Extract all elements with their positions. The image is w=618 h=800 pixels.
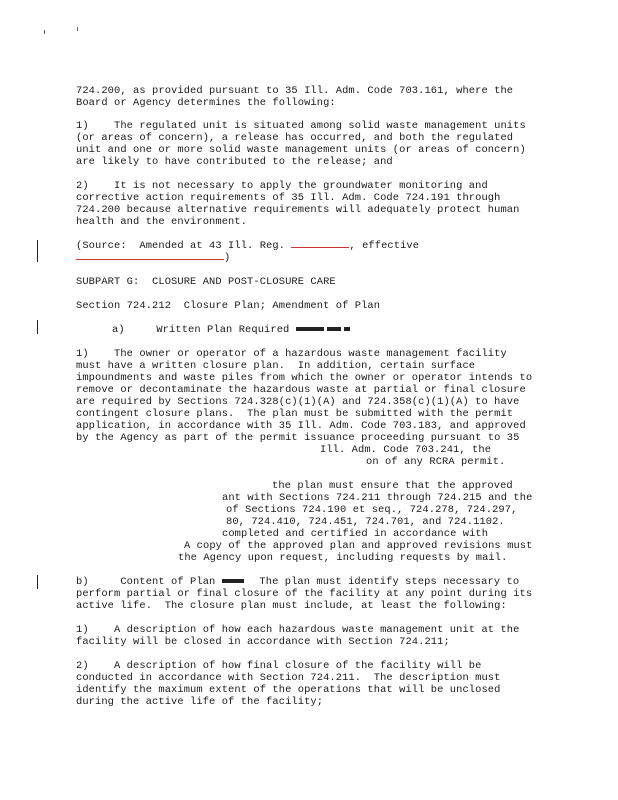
subsection-b (76, 576, 519, 588)
text-line: by the Agency as part of the permit issuance proceeding pursuant to 35 (76, 432, 520, 444)
text-line: on of any RCRA permit. (366, 456, 506, 468)
subsection-a (112, 324, 353, 336)
text-fragment: ant with Sections 724.211 through 724.215 and the (222, 492, 533, 504)
text-line: conducted in accordance with Section 724.211. The description must (76, 672, 501, 684)
text-fragment: the Agency upon request, including requests by mail. (178, 552, 508, 564)
text-line: 2) It is not necessary to apply the groundwater monitoring and (76, 180, 488, 192)
text-fragment: of Sections 724.190 et seq., 724.278, 724.297, (226, 504, 518, 516)
text-line: Board or Agency determines the following: (76, 97, 336, 109)
source-note-close (76, 252, 230, 264)
text-line: identify the maximum extent of the operations that will be unclosed (76, 684, 501, 696)
text-line: during the active life of the facility; (76, 696, 324, 708)
redaction-mark (327, 327, 341, 331)
source-close: ) (224, 252, 231, 264)
section-heading: Section 724.212 Closure Plan; Amendment of Plan (76, 300, 381, 312)
source-prefix: (Source: Amended at 43 Ill. Reg. (76, 240, 292, 252)
text-line: are required by Sections 724.328(c)(1)(A) and 724.358(c)(1)(A) to have (76, 396, 520, 408)
text-fragment: the plan must ensure that the approved (272, 480, 513, 492)
text-line: facility will be closed in accordance with Section 724.211; (76, 636, 450, 648)
text-line: impoundments and waste piles from which the owner or operator intends to (76, 372, 533, 384)
text-fragment: completed and certified in accordance with (222, 528, 489, 540)
redaction-mark (222, 579, 244, 583)
revision-bar (37, 320, 38, 334)
text-line: 1) The regulated unit is situated among solid waste management units (76, 120, 526, 132)
text-line: active life. The closure plan must include, at least the following: (76, 600, 507, 612)
subpart-heading: SUBPART G: CLOSURE AND POST-CLOSURE CARE (76, 276, 336, 288)
effective-date-blank (76, 259, 224, 260)
subsection-b-text: The plan must identify steps necessary to (246, 576, 520, 588)
text-fragment: A copy of the approved plan and approved revisions must (184, 540, 533, 552)
text-line: must have a written closure plan. In addition, certain surface (76, 360, 476, 372)
redaction-mark (344, 327, 350, 331)
text-line: health and the environment. (76, 216, 248, 228)
revision-bar (37, 240, 38, 262)
text-fragment: 80, 724.410, 724.451, 724.701, and 724.1102. (226, 516, 505, 528)
text-line: corrective action requirements of 35 Ill. Adm. Code 724.191 through (76, 192, 501, 204)
text-line: are likely to have contributed to the release; and (76, 156, 393, 168)
subsection-b-label: b) Content of Plan (76, 576, 216, 588)
text-line: perform partial or final closure of the facility at any point during its (76, 588, 533, 600)
scan-mark (44, 30, 45, 34)
redaction-mark (296, 327, 324, 331)
text-line: 1) A description of how each hazardous waste management unit at the (76, 624, 520, 636)
text-line: contingent closure plans. The plan must be submitted with the permit (76, 408, 514, 420)
subsection-a-label: a) Written Plan Required (112, 324, 290, 336)
source-suffix: , effective (349, 240, 420, 252)
scan-mark (77, 27, 78, 31)
revision-bar (37, 575, 38, 589)
text-line: unit and one or more solid waste management units (or areas of concern) (76, 144, 526, 156)
register-blank (291, 247, 349, 248)
text-line: application, in accordance with 35 Ill. Adm. Code 703.183, and approved (76, 420, 526, 432)
text-line: remove or decontaminate the hazardous waste at partial or final closure (76, 384, 526, 396)
text-line: 2) A description of how final closure of the facility will be (76, 660, 482, 672)
text-line: 724.200, as provided pursuant to 35 Ill. Adm. Code 703.161, where the (76, 85, 514, 97)
text-line: (or areas of concern), a release has occurred, and both the regulated (76, 132, 514, 144)
text-line: Ill. Adm. Code 703.241, the (320, 444, 492, 456)
text-line: 724.200 because alternative requirements will adequately protect human (76, 204, 520, 216)
text-line: 1) The owner or operator of a hazardous waste management facility (76, 348, 507, 360)
source-note (76, 240, 419, 252)
